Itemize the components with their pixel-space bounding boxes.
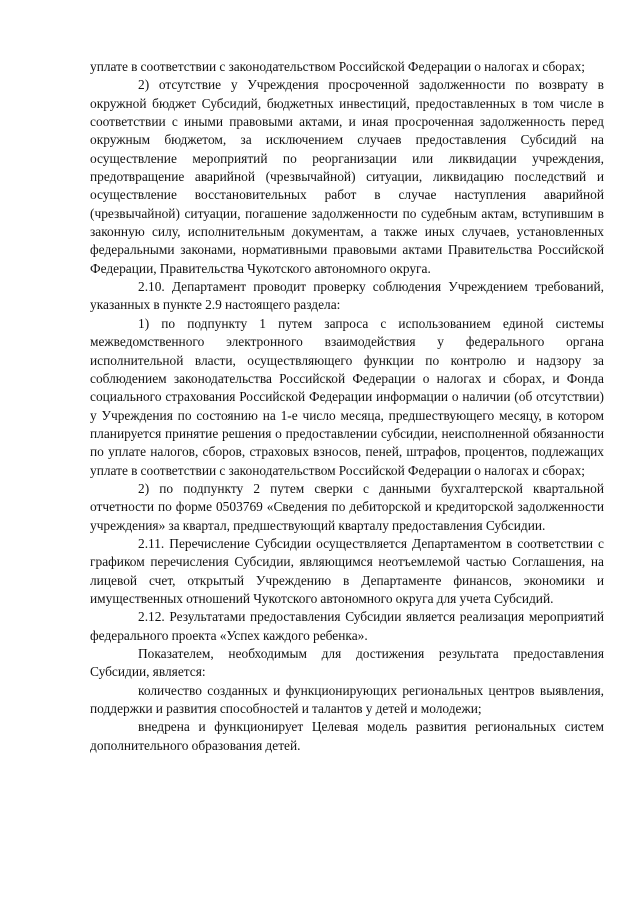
paragraph-check-subitem-2: 2) по подпункту 2 путем сверки с данными бухгалтерской квартальной отчетности по форме 0503769 «Сведения по дебиторской и кредиторской задолженности учреждения» за квартал, предшествующий кварталу предоставления Субсидии. (90, 480, 604, 533)
paragraph-section-2-12: 2.12. Результатами предоставления Субсидии является реализация мероприятий федерального проекта «Успех каждого ребенка». (90, 609, 604, 643)
paragraph-section-2-10: 2.10. Департамент проводит проверку соблюдения Учреждением требований, указанных в пункте 2.9 настоящего раздела: (90, 279, 604, 313)
document-body (90, 58, 604, 755)
paragraph-indicator-target-model: внедрена и функционирует Целевая модель развития региональных систем дополнительного образования детей. (90, 719, 604, 753)
paragraph-section-2-11: 2.11. Перечисление Субсидии осуществляется Департаментом в соответствии с графиком перечисления Субсидии, являющимся неотъемлемой частью Соглашения, на лицевой счет, открытый Учреждению в Департаменте финансов, экономики и имущественных отношений Чукотского автономного округа для учета Субсидий. (90, 535, 604, 606)
paragraph-tax-continuation: уплате в соответствии с законодательством Российской Федерации о налогах и сборах; (90, 59, 586, 74)
paragraph-item-2-no-overdue-debt: 2) отсутствие у Учреждения просроченной задолженности по возврату в окружной бюджет Субсидий, бюджетных инвестиций, предоставленных в том числе в соответствии с иными правовыми актами, и иная просроченная задолженность перед окружным бюджетом, за исключением случаев предоставления Субсидий на осуществление мероприятий по реорганизации или ликвидации учреждения, предотвращение аварийной (чрезвычайной) ситуации, ликвидацию последствий и осуществление восстановительных работ в случае наступления аварийной (чрезвычайной) ситуации, погашение задолженности по судебным актам, вступившим в законную силу, исполнительным документам, а также иных случаев, установленных федеральными законами, нормативными правовыми актами Правительства Российской Федерации, Правительства Чукотского автономного округа. (90, 77, 604, 276)
paragraph-check-subitem-1: 1) по подпункту 1 путем запроса с использованием единой системы межведомственного электронного взаимодействия у федерального органа исполнительной власти, осуществляющего функции по контролю и надзору за соблюдением законодательства Российской Федерации о налогах и сборах, и Фонда социального страхования Российской Федерации информации о наличии (об отсутствии) у Учреждения по состоянию на 1-е число месяца, предшествующего месяцу, в котором планируется принятие решения о предоставлении субсидии, неисполненной обязанности по уплате налогов, сборов, страховых взносов, пеней, штрафов, процентов, подлежащих уплате в соответствии с законодательством Российской Федерации о налогах и сборах; (90, 315, 604, 478)
paragraph-indicator-centers: количество созданных и функционирующих региональных центров выявления, поддержки и развития способностей и талантов у детей и молодежи; (90, 682, 604, 717)
paragraph-indicator-intro: Показателем, необходимым для достижения результата предоставления Субсидии, является: (90, 646, 604, 680)
